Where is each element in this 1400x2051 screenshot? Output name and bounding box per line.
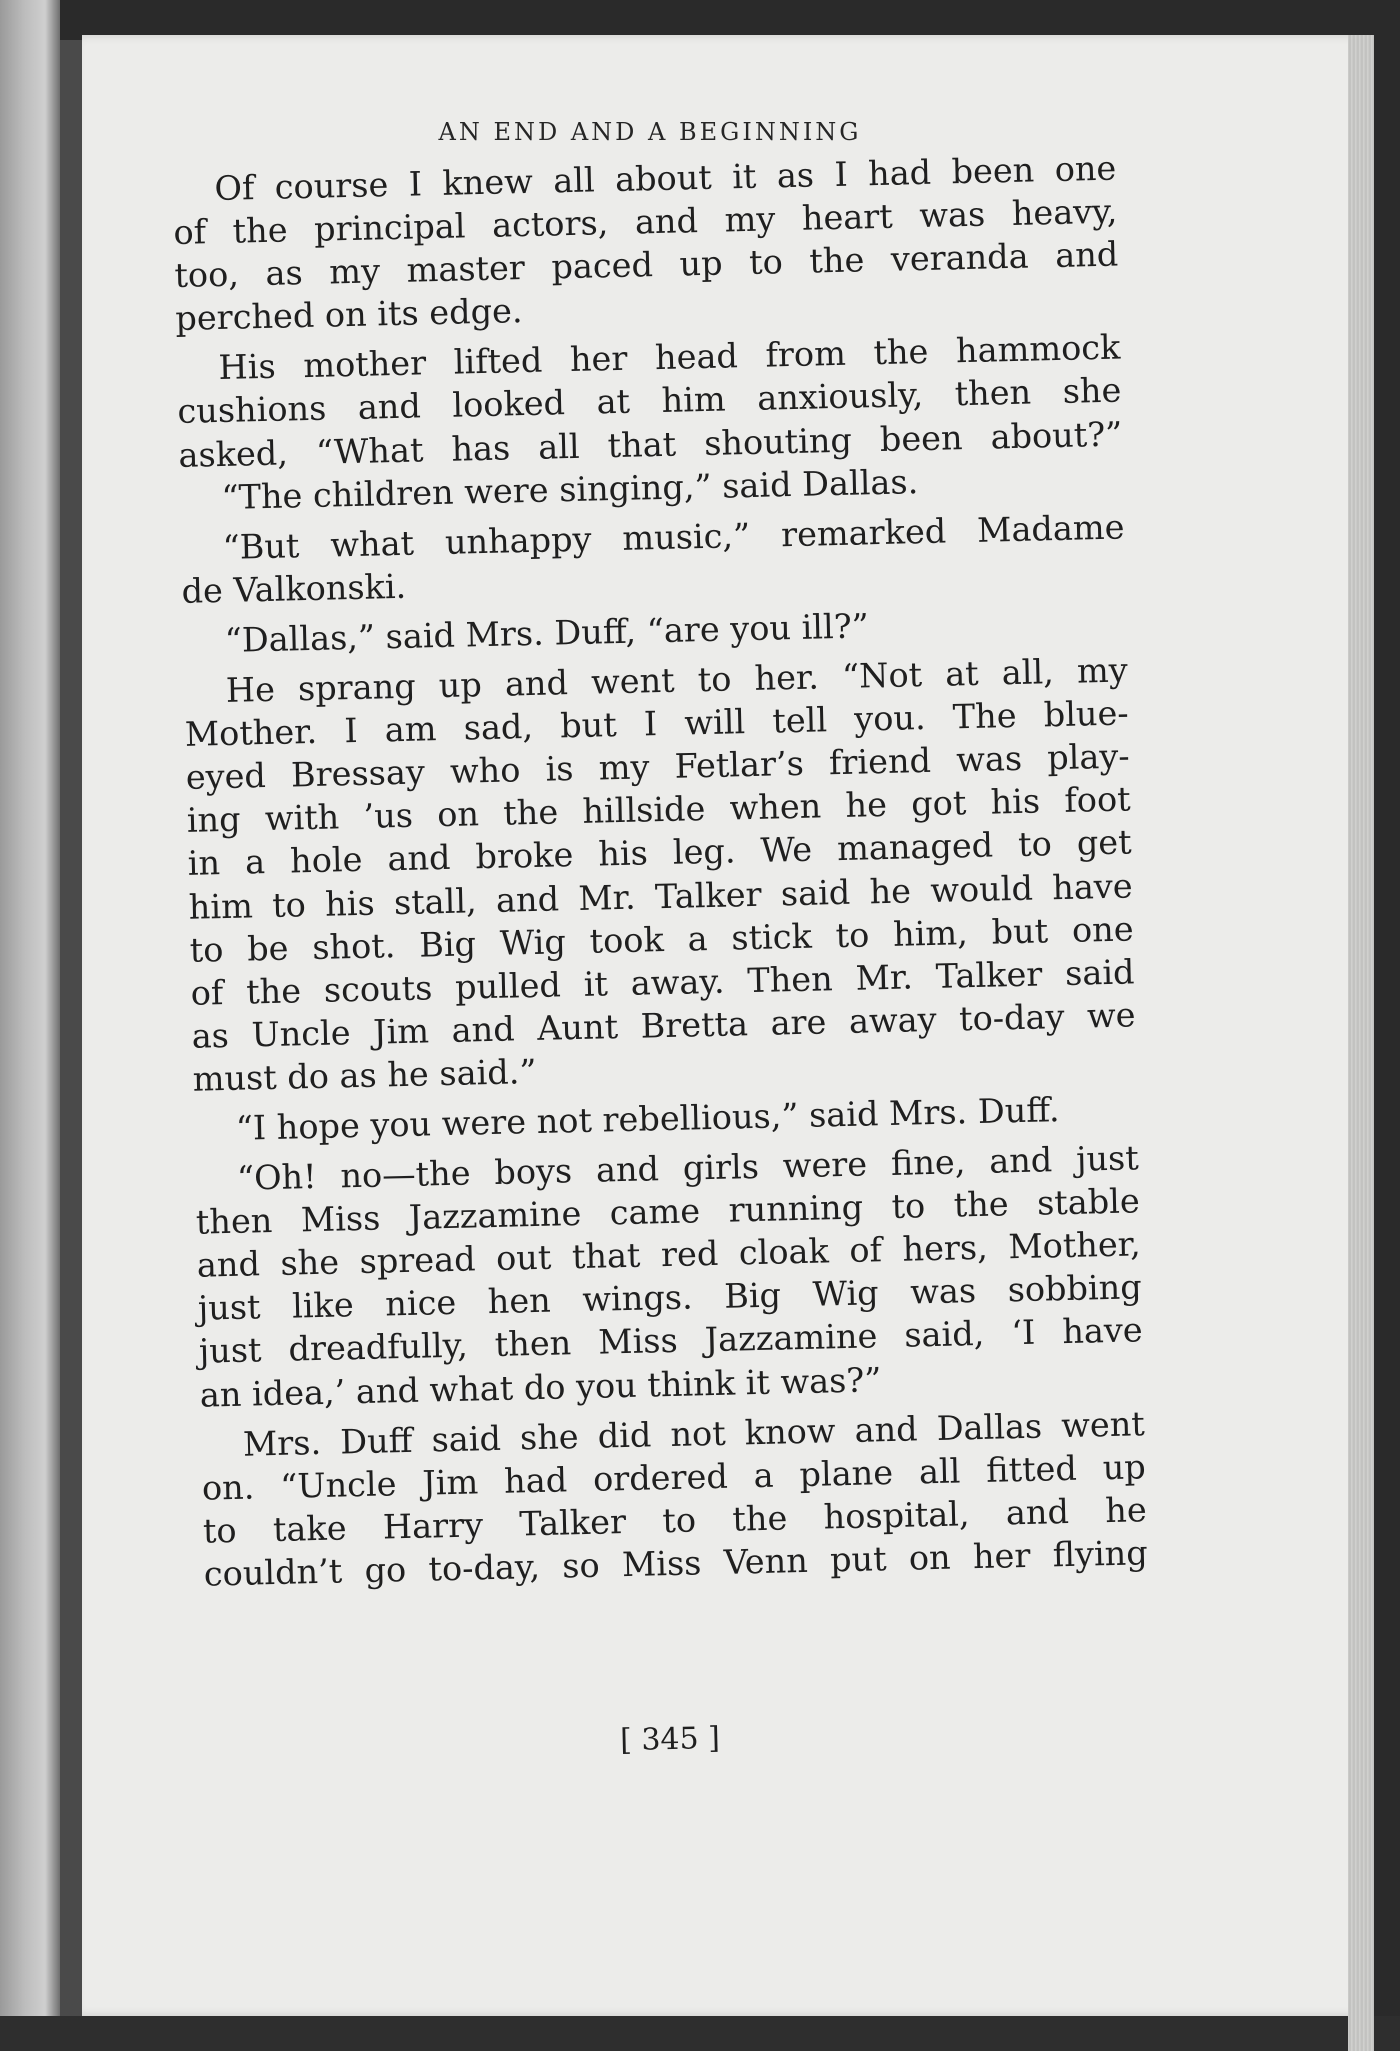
text-line: “But what unhappy music,” remarked Madame bbox=[222, 507, 1125, 567]
text-line: de Valkonski. bbox=[181, 566, 407, 611]
text-line: to take Harry Talker to the hospital, and he bbox=[202, 1490, 1148, 1551]
text-line: an idea,’ and what do you think it was?” bbox=[199, 1359, 882, 1415]
text-line: on. “Uncle Jim had ordered a plane all fitted up bbox=[201, 1446, 1147, 1508]
facing-page-edge bbox=[0, 0, 60, 2016]
text-line: and she spread out that red cloak of hers, Mother, bbox=[196, 1224, 1142, 1285]
text-line: Mother. I am sad, but I will tell you. The blue- bbox=[184, 693, 1130, 754]
page-stack-edge bbox=[1348, 35, 1374, 2051]
text-line: him to his stall, and Mr. Talker said he would have bbox=[188, 865, 1133, 927]
text-line: eyed Bressay who is my Fetlar’s friend was play- bbox=[185, 736, 1131, 798]
text-line: asked, “What has all that shouting been about?” bbox=[178, 414, 1123, 475]
text-line: He sprang up and went to her. “Not at all, my bbox=[225, 650, 1129, 710]
text-line: “I hope you were not rebellious,” said Mrs. Duff. bbox=[235, 1090, 1060, 1148]
page-body-text bbox=[172, 147, 1148, 1596]
text-line: just dreadfully, then Miss Jazzamine said, ‘I have bbox=[198, 1310, 1144, 1372]
text-line: as Uncle Jim and Aunt Bretta are away to-day we bbox=[191, 995, 1136, 1056]
text-line: just like nice hen wings. Big Wig was sobbing bbox=[197, 1267, 1143, 1329]
text-line: Of course I knew all about it as I had been one bbox=[214, 148, 1117, 209]
text-line: “Dallas,” said Mrs. Duff, “are you ill?” bbox=[224, 606, 870, 660]
page-number: [ 345 ] bbox=[619, 1720, 721, 1759]
text-line: must do as he said.” bbox=[192, 1051, 537, 1099]
text-line: of the scouts pulled it away. Then Mr. Talker said bbox=[190, 952, 1135, 1013]
text-line: too, as my master paced up to the veranda and bbox=[174, 234, 1119, 296]
text-line: ing with ’us on the hillside when he got his foot bbox=[186, 779, 1132, 841]
running-head: AN END AND A BEGINNING bbox=[438, 118, 862, 146]
text-line: “The children were singing,” said Dallas. bbox=[221, 461, 919, 517]
text-line: couldn’t go to-day, so Miss Venn put on her flying bbox=[203, 1533, 1149, 1594]
text-line: of the principal actors, and my heart was heavy, bbox=[173, 191, 1118, 253]
text-line: “Oh! no—the boys and girls were fine, and just bbox=[236, 1138, 1140, 1198]
text-line: Mrs. Duff said she did not know and Dallas went bbox=[242, 1403, 1146, 1464]
text-line: then Miss Jazzamine came running to the stable bbox=[195, 1181, 1141, 1242]
text-line: cushions and looked at him anxiously, then she bbox=[177, 370, 1122, 432]
text-line: to be shot. Big Wig took a stick to him, but one bbox=[189, 908, 1134, 970]
book-gutter bbox=[60, 40, 82, 2016]
text-line: in a hole and broke his leg. We managed to get bbox=[187, 822, 1132, 884]
text-line: perched on its edge. bbox=[174, 291, 523, 339]
text-line: His mother lifted her head from the hammock bbox=[218, 327, 1121, 388]
